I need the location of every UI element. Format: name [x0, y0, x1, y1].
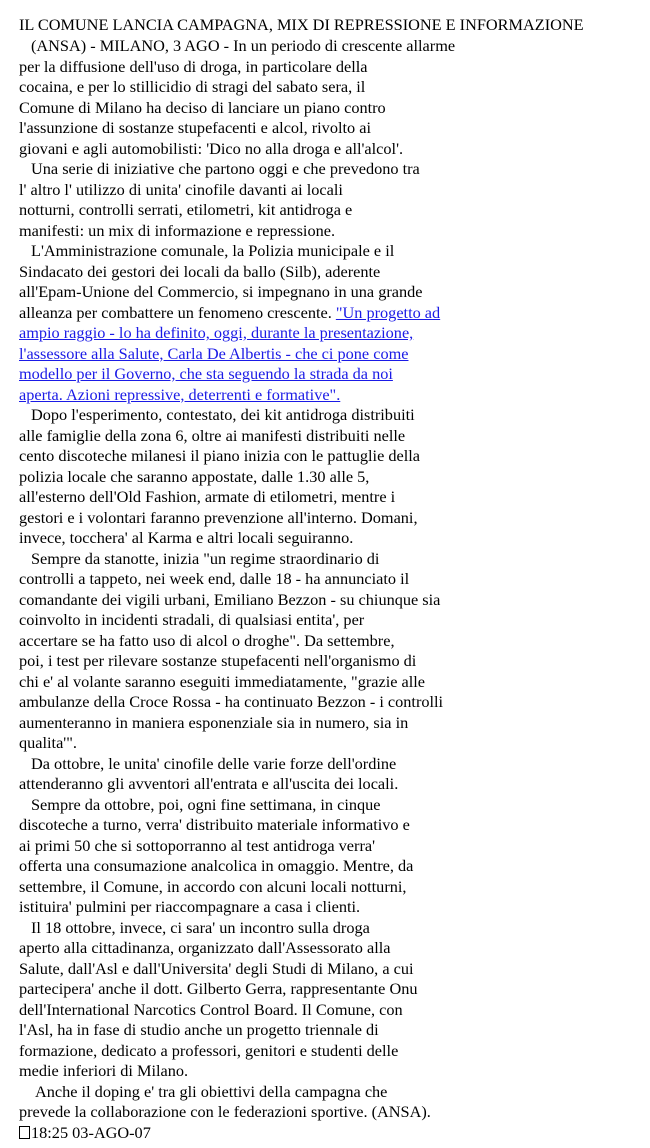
quote-link[interactable]: "Un progetto ad: [335, 302, 441, 322]
article-line: [19, 692, 644, 713]
article-line: [19, 877, 644, 898]
line-text: offerta una consumazione analcolica in omaggio. Mentre, da: [19, 856, 414, 875]
article-line: [19, 938, 644, 959]
article-line: [19, 979, 644, 1000]
line-text: alleanza per combattere un fenomeno crescente.: [19, 302, 336, 322]
article-line: [19, 36, 644, 57]
line-text: controlli a tappeto, nei week end, dalle 18 - ha annunciato il: [19, 569, 410, 588]
article-line: [19, 241, 644, 262]
line-text: chi e' al volante saranno eseguiti immediatamente, "grazie alle: [19, 671, 426, 691]
article-line: [19, 1061, 644, 1082]
line-text: Comune di Milano ha deciso di lanciare un piano contro: [19, 97, 386, 117]
missing-glyph-icon: [19, 1126, 30, 1139]
article-line: [19, 774, 644, 795]
line-text: comandante dei vigili urbani, Emiliano Bezzon - su chiunque sia: [19, 589, 441, 609]
article-line: [19, 569, 644, 590]
article-line: [19, 856, 644, 877]
timestamp: 18:25 03-AGO-07: [31, 1122, 151, 1142]
line-text: polizia locale che saranno appostate, dalle 1.30 alle 5,: [19, 466, 370, 486]
line-text: notturni, controlli serrati, etilometri, kit antidroga e: [19, 200, 353, 219]
article-line[interactable]: [19, 344, 644, 365]
line-text: invece, tocchera' al Karma e altri locali seguiranno.: [19, 528, 354, 547]
line-text: accertare se ha fatto uso di alcol o droghe". Da settembre,: [19, 630, 395, 650]
article-line: [19, 959, 644, 980]
line-text: discoteche a turno, verra' distribuito materiale informativo e: [19, 815, 410, 834]
line-text: Sempre da ottobre, poi, ogni fine settimana, in cinque: [31, 794, 381, 814]
article-line[interactable]: [19, 303, 644, 324]
article-line: [19, 631, 644, 652]
article-body: [19, 36, 644, 1143]
article-line: [19, 200, 644, 221]
article-line: [19, 57, 644, 78]
line-text: all'Epam-Unione del Commercio, si impegnano in una grande: [19, 282, 423, 301]
line-text: Sindacato dei gestori dei locali da ballo (Silb), aderente: [19, 261, 381, 281]
article-line: [19, 1082, 644, 1103]
timestamp-line: [19, 1123, 644, 1144]
line-text: cocaina, e per lo stillicidio di stragi del sabato sera, il: [19, 77, 366, 96]
line-text: all'esterno dell'Old Fashion, armate di etilometri, mentre i: [19, 487, 396, 506]
article-line: [19, 528, 644, 549]
article-line: [19, 1000, 644, 1021]
quote-link[interactable]: aperta. Azioni repressive, deterrenti e formative".: [19, 384, 341, 404]
article-line: [19, 446, 644, 467]
line-text: per la diffusione dell'uso di droga, in particolare della: [19, 56, 368, 76]
line-text: ai primi 50 che si sottoporranno al test antidroga verra': [19, 835, 376, 855]
article-line: [19, 1102, 644, 1123]
quote-link[interactable]: ampio raggio - lo ha definito, oggi, durante la presentazione,: [19, 323, 414, 342]
line-text: attenderanno gli avventori all'entrata e all'uscita dei locali.: [19, 774, 399, 793]
line-text: Una serie di iniziative che partono oggi e che prevedono tra: [31, 159, 420, 178]
line-text: prevede la collaborazione con le federazioni sportive. (ANSA).: [19, 1102, 431, 1121]
line-text: Anche il doping e' tra gli obiettivi della campagna che: [35, 1081, 388, 1101]
quote-link[interactable]: l'assessore alla Salute, Carla De Albertis - che ci pone come: [19, 343, 409, 363]
article-line: [19, 549, 644, 570]
article-line: [19, 918, 644, 939]
article-line: [19, 1020, 644, 1041]
line-text: medie inferiori di Milano.: [19, 1061, 189, 1080]
article-line: [19, 733, 644, 754]
article-line: [19, 508, 644, 529]
line-text: coinvolto in incidenti stradali, di qualsiasi entita', per: [19, 610, 365, 629]
article-line: [19, 1041, 644, 1062]
line-text: cento discoteche milanesi il piano inizia con le pattuglie della: [19, 446, 421, 465]
article-line[interactable]: [19, 385, 644, 406]
article-line: [19, 487, 644, 508]
article-line: [19, 405, 644, 426]
line-text: settembre, il Comune, in accordo con alcuni locali notturni,: [19, 876, 407, 896]
article-line: [19, 610, 644, 631]
article-headline: IL COMUNE LANCIA CAMPAGNA, MIX DI REPRESSIONE E INFORMAZIONE: [19, 15, 584, 34]
line-text: formazione, dedicato a professori, genitori e studenti delle: [19, 1040, 399, 1060]
article-line: [19, 180, 644, 201]
article-line: [19, 651, 644, 672]
article-line: [19, 159, 644, 180]
line-text: dell'International Narcotics Control Board. Il Comune, con: [19, 999, 403, 1019]
article-line: [19, 139, 644, 160]
line-text: l'Asl, ha in fase di studio anche un progetto triennale di: [19, 1020, 379, 1039]
article-line: [19, 221, 644, 242]
article-line: [19, 795, 644, 816]
article-line: [19, 98, 644, 119]
article-line[interactable]: [19, 323, 644, 344]
line-text: Il 18 ottobre, invece, ci sara' un incontro sulla droga: [31, 917, 370, 937]
line-text: l'assunzione di sostanze stupefacenti e alcol, rivolto ai: [19, 118, 371, 137]
line-text: (ANSA) - MILANO, 3 AGO - In un periodo di crescente allarme: [31, 36, 456, 55]
article-line: [19, 118, 644, 139]
article-line: [19, 282, 644, 303]
line-text: gestori e i volontari faranno prevenzione all'interno. Domani,: [19, 507, 418, 527]
line-text: Salute, dall'Asl e dall'Universita' degli Studi di Milano, a cui: [19, 958, 414, 978]
article-line: [19, 426, 644, 447]
article-line[interactable]: [19, 364, 644, 385]
line-text: poi, i test per rilevare sostanze stupefacenti nell'organismo di: [19, 651, 417, 670]
line-text: Sempre da stanotte, inizia "un regime straordinario di: [31, 548, 380, 568]
line-text: istituira' pulmini per riaccompagnare a casa i clienti.: [19, 897, 361, 916]
article-line: [19, 590, 644, 611]
article-line: [19, 815, 644, 836]
line-text: aumenteranno in maniera esponenziale sia in numero, sia in: [19, 712, 409, 732]
article-line: [19, 836, 644, 857]
line-text: giovani e agli automobilisti: 'Dico no alla droga e all'alcol'.: [19, 138, 404, 158]
line-text: ambulanze della Croce Rossa - ha continuato Bezzon - i controlli: [19, 692, 444, 711]
line-text: alle famiglie della zona 6, oltre ai manifesti distribuiti nelle: [19, 425, 406, 445]
line-text: l' altro l' utilizzo di unita' cinofile davanti ai locali: [19, 179, 343, 199]
line-text: L'Amministrazione comunale, la Polizia municipale e il: [31, 241, 395, 260]
line-text: aperto alla cittadinanza, organizzato dall'Assessorato alla: [19, 938, 391, 957]
article-line: [19, 77, 644, 98]
article-line: [19, 672, 644, 693]
article-line: [19, 897, 644, 918]
line-text: partecipera' anche il dott. Gilberto Gerra, rappresentante Onu: [19, 979, 418, 998]
line-text: Da ottobre, le unita' cinofile delle varie forze dell'ordine: [31, 753, 397, 773]
article-line: [19, 713, 644, 734]
line-text: Dopo l'esperimento, contestato, dei kit antidroga distribuiti: [31, 405, 415, 424]
article-line: [19, 467, 644, 488]
article-line: [19, 754, 644, 775]
article-line: [19, 262, 644, 283]
line-text: qualita'".: [19, 733, 77, 752]
quote-link[interactable]: modello per il Governo, che sta seguendo la strada da noi: [19, 364, 393, 383]
line-text: manifesti: un mix di informazione e repressione.: [19, 220, 336, 240]
